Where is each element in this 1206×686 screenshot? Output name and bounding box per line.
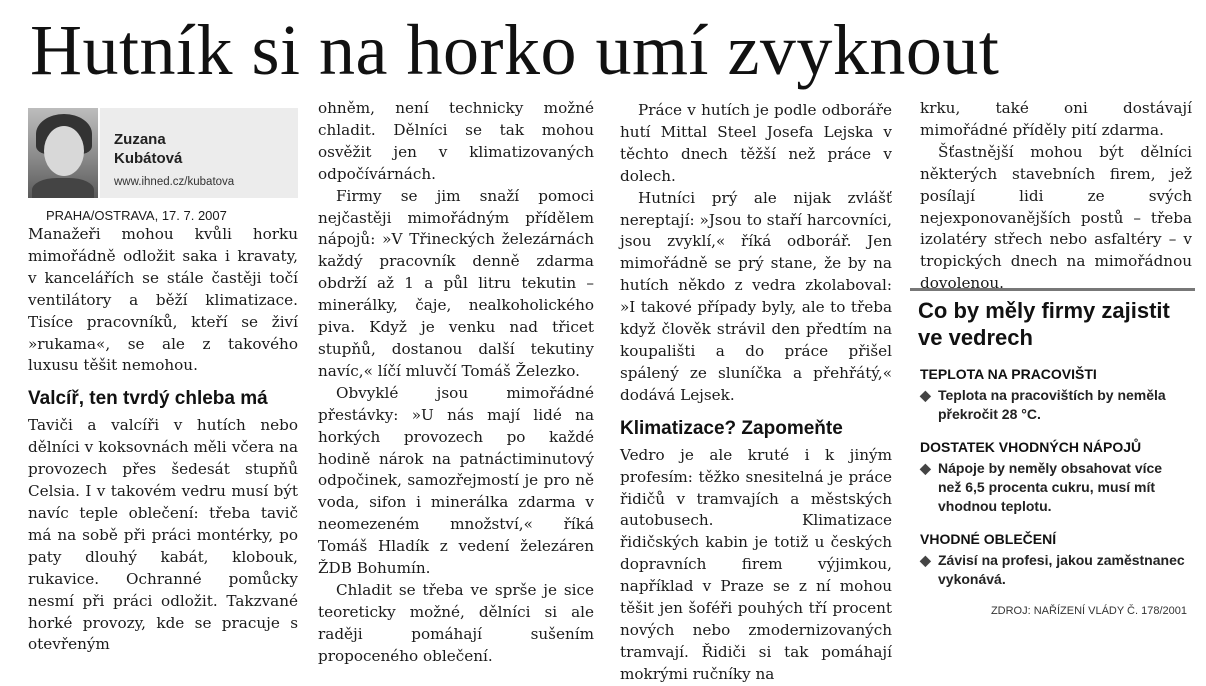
paragraph: Práce v hutích je podle odboráře hutí Mittal Steel Josefa Lejska v těchto dnech těžší než práce v dolech. <box>620 101 892 185</box>
column-4 <box>920 98 1192 295</box>
info-box-title: Co by měly firmy zajistit ve vedrech <box>918 298 1170 350</box>
paragraph: Taviči a valcíři v hutích nebo dělníci v koksovnách měli včera na provozech přes šedesát stupňů Celsia. I v takovém vedru musí být navíc teple oblečení: třeba tavič má na sobě při práci montérky, po paty dlouhý kabát, klobouk, rukavice. Ochranné pomůcky nesmí při práci odložit. Takzvané horké provozy, kde se pracuje s otevřeným <box>28 416 298 654</box>
author-photo <box>28 108 98 198</box>
dateline: PRAHA/OSTRAVA, 17. 7. 2007 <box>46 208 227 223</box>
paragraph: Firmy se jim snaží pomoci nejčastěji mimořádným přídělem nápojů: »V Třineckých železárnách každý pracovník denně zdarma obdrží až 1 a půl litru tekutin – minerálky, čaje, nealkoholického piva. Když je venku nad třicet stupňů, dostanou další tekutiny navíc,« líčí mluvčí Tomáš Železko. <box>318 186 594 380</box>
paragraph: Chladit se třeba ve sprše je sice teoreticky možné, dělníci si ale raději pomáhají sušením propoceného oblečení. <box>318 580 594 665</box>
info-bullet: ◆ Nápoje by neměly obsahovat více než 6,5 procenta cukru, musí mít vhodnou teplotu. <box>920 460 1163 514</box>
headline: Hutník si na horko umí zvyknout <box>30 10 1000 90</box>
column-1 <box>28 100 298 656</box>
paragraph: Hutníci prý ale nijak zvlášť nereptají: »Jsou to staří harcovníci, jsou zvyklí,« říká odborář. Jen mimořádně se prý stane, že by na hutích někdo z vedra zkolaboval: »I takové případy byly, ale to třeba když člověk strávil den předtím na koupališti a do práce přišel spálený ze sluníčka a přehřátý,« dodává Lejsek. <box>620 188 892 404</box>
author-name: Zuzana Kubátová <box>114 131 183 167</box>
paragraph: krku, také oni dostávají mimořádné příděly pití zdarma. <box>920 99 1192 139</box>
info-box <box>910 288 1195 621</box>
author-block <box>28 100 298 202</box>
diamond-bullet-icon: ◆ <box>920 552 931 568</box>
paragraph: ohněm, není technicky možné chladit. Dělníci se tak mohou osvěžit jen v klimatizovaných odpočívárnách. <box>318 99 594 183</box>
column-3 <box>620 100 892 686</box>
paragraph: Šťastnější mohou být dělníci některých stavebních firem, jež posílají lidi ze svých nejexponovanějších postů – třeba izolatéry střech nebo asfaltéry – v tropických dnech na mimořádnou dovolenou. <box>920 142 1192 293</box>
info-section-heading: VHODNÉ OBLEČENÍ <box>920 531 1057 547</box>
info-section-heading: DOSTATEK VHODNÝCH NÁPOJŮ <box>920 439 1142 455</box>
lead-paragraph: Manažeři mohou kvůli horku mimořádně odložit saka i kravaty, v kancelářích se stále častěji točí ventilátory a běží klimatizace. Tisíce pracovníků, kteří se živí »rukama«, se ale z takového luxusu těšit nemohou. <box>28 225 298 375</box>
source-note: ZDROJ: NAŘÍZENÍ VLÁDY Č. 178/2001 <box>990 605 1187 617</box>
column-2 <box>318 98 594 668</box>
author-link[interactable]: www.ihned.cz/kubatova <box>114 176 235 188</box>
subheading-valcir: Valcíř, ten tvrdý chleba má <box>28 388 268 410</box>
diamond-bullet-icon: ◆ <box>920 460 931 476</box>
subheading-klimatizace: Klimatizace? Zapomeňte <box>620 417 843 439</box>
info-bullet: ◆ Teplota na pracovištích by neměla překročit 28 °C. <box>920 387 1166 422</box>
info-section-heading: TEPLOTA NA PRACOVIŠTI <box>920 366 1097 382</box>
paragraph: Obvyklé jsou mimořádné přestávky: »U nás mají lidé na horkých provozech po každé hodině nárok na patnáctiminutový odpočinek, samozřejmostí je pro ně voda, sifon i minerálka zdarma v neomezeném množství,« říká Tomáš Hladík z vedení železáren ŽDB Bohumín. <box>318 383 594 578</box>
diamond-bullet-icon: ◆ <box>920 387 931 403</box>
paragraph: Vedro je ale kruté i k jiným profesím: těžko snesitelná je práce řidičů v tramvajích a městských autobusech. Klimatizace řidičských kabin je totiž u českých dopravních firem výjimkou, například v Praze se z ní mohou těšit jen šoféři pouhých tří procent nových nebo zmodernizovaných tramvají. Řidiči si tak pomáhají mokrými ručníky na <box>620 445 892 683</box>
info-bullet: ◆ Závisí na profesi, jakou zaměstnanec vykonává. <box>920 552 1185 587</box>
